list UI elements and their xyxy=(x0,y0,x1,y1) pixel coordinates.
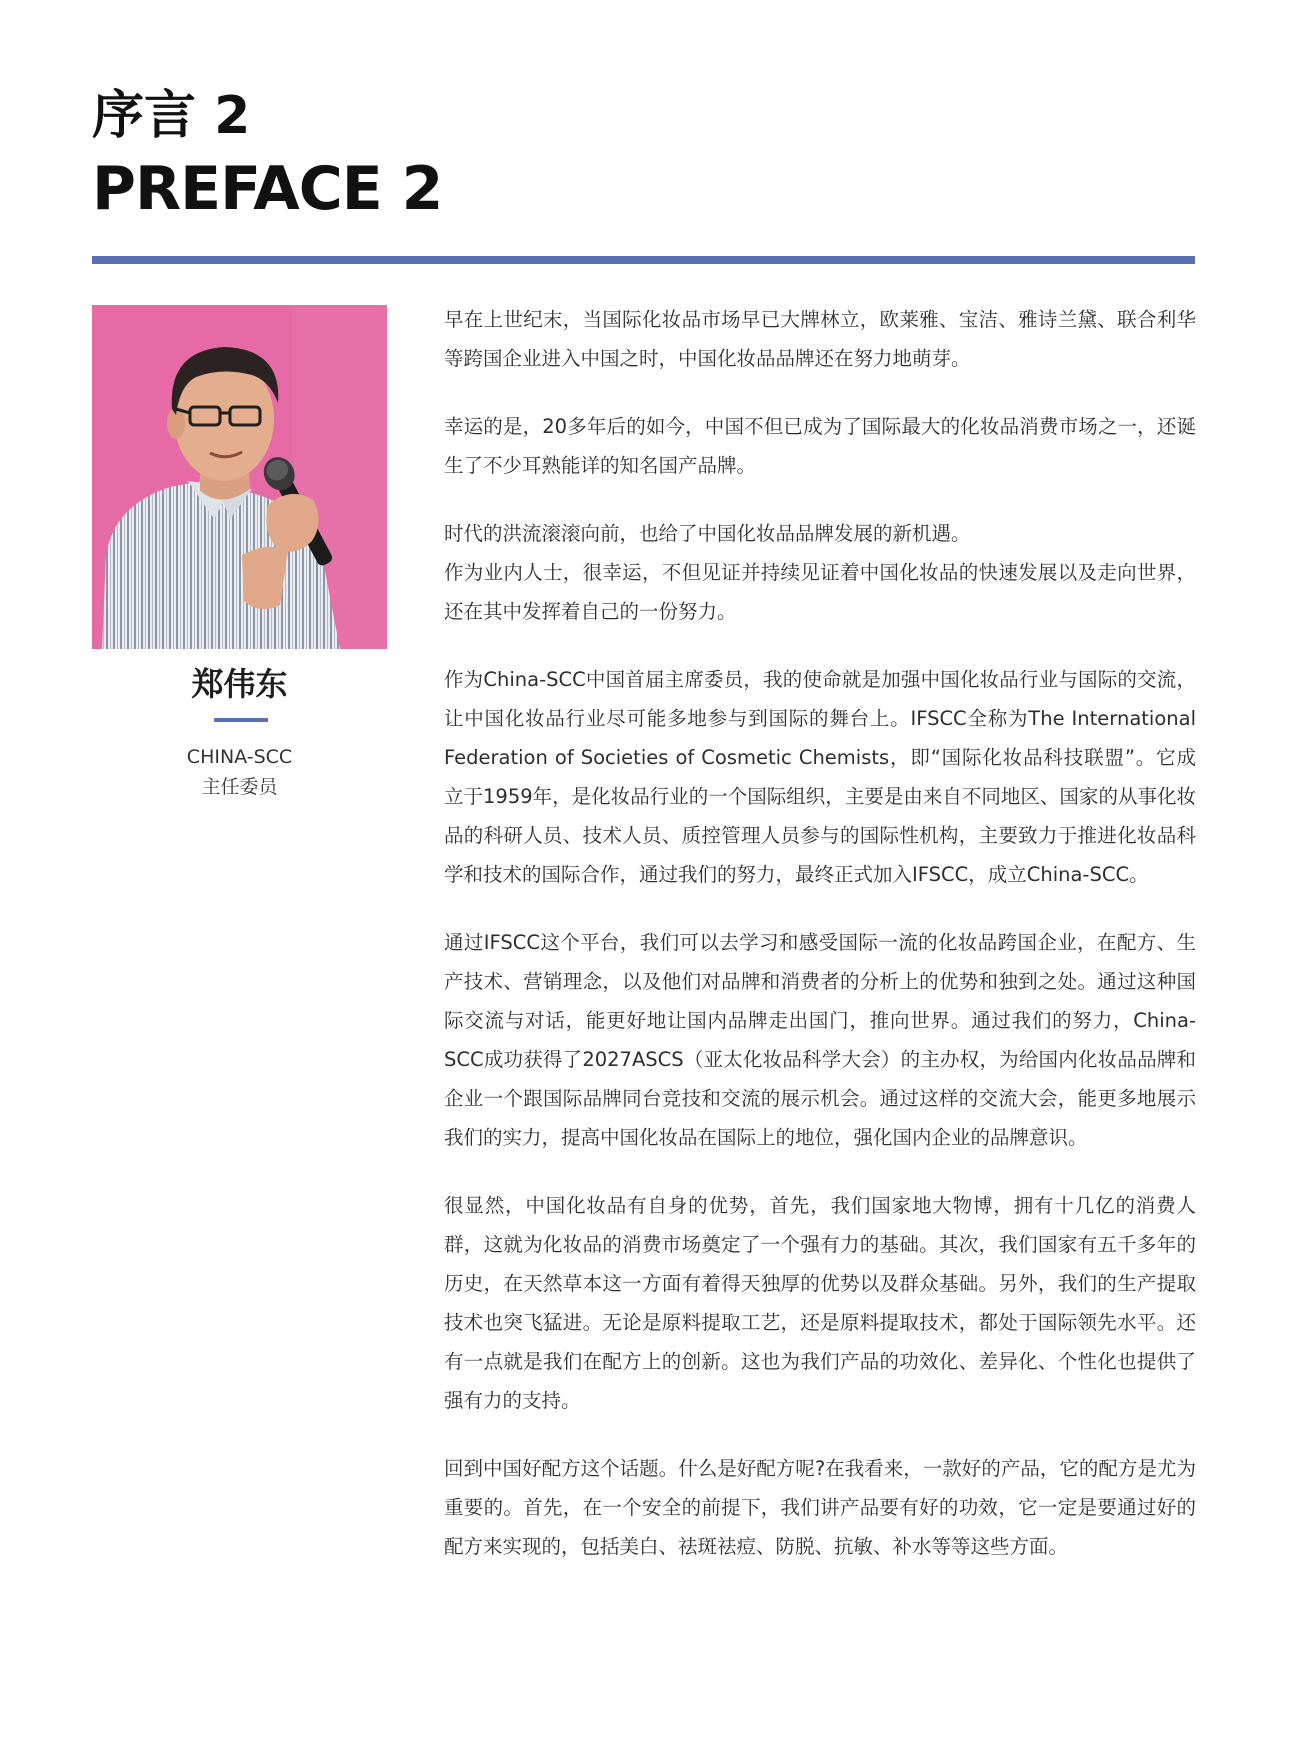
person-name: 郑伟东 xyxy=(191,665,288,703)
page-heading xyxy=(92,80,442,226)
paragraph: 幸运的是，20多年后的如今，中国不但已成为了国际最大的化妆品消费市场之一，还诞生了不少耳熟能详的知名国产品牌。 xyxy=(444,415,1196,477)
preface-body xyxy=(444,300,1196,1595)
paragraph: 很显然，中国化妆品有自身的优势，首先，我们国家地大物博，拥有十几亿的消费人群，这就为化妆品的消费市场奠定了一个强有力的基础。其次，我们国家有五千多年的历史，在天然草本这一方面有着得天独厚的优势以及群众基础。另外，我们的生产提取技术也突飞猛进。无论是原料提取工艺，还是原料提取技术，都处于国际领先水平。还有一点就是我们在配方上的创新。这也为我们产品的功效化、差异化、个性化也提供了强有力的支持。 xyxy=(444,1194,1196,1412)
paragraph: 回到中国好配方这个话题。什么是好配方呢?在我看来，一款好的产品，它的配方是尤为重要的。首先，在一个安全的前提下，我们讲产品要有好的功效，它一定是要通过好的配方来实现的，包括美白、祛斑祛痘、防脱、抗敏、补水等等这些方面。 xyxy=(444,1457,1196,1558)
portrait-illustration xyxy=(92,305,387,649)
paragraph: 作为业内人士，很幸运，不但见证并持续见证着中国化妆品的快速发展以及走向世界，还在其中发挥着自己的一份努力。 xyxy=(444,561,1196,623)
paragraph: 早在上世纪末，当国际化妆品市场早已大牌林立，欧莱雅、宝洁、雅诗兰黛、联合利华等跨国企业进入中国之时，中国化妆品品牌还在努力地萌芽。 xyxy=(444,308,1196,370)
portrait-photo xyxy=(92,305,387,649)
name-underline xyxy=(214,718,268,722)
person-title xyxy=(92,742,387,802)
person-role: 主任委员 xyxy=(201,776,278,798)
paragraph: 通过IFSCC这个平台，我们可以去学习和感受国际一流的化妆品跨国企业，在配方、生产技术、营销理念，以及他们对品牌和消费者的分析上的优势和独到之处。通过这种国际交流与对话，能更好地让国内品牌走出国门，推向世界。通过我们的努力，China-SCC成功获得了2027ASCS（亚太化妆品科学大会）的主办权，为给国内化妆品品牌和企业一个跟国际品牌同台竞技和交流的展示机会。通过这样的交流大会，能更多地展示我们的实力，提高中国化妆品在国际上的地位，强化国内企业的品牌意识。 xyxy=(444,931,1197,1149)
title-chinese: 序言 2 xyxy=(92,86,251,146)
person-organization: CHINA-SCC xyxy=(186,746,293,768)
paragraph: 作为China-SCC中国首届主席委员，我的使命就是加强中国化妆品行业与国际的交流，让中国化妆品行业尽可能多地参与到国际的舞台上。IFSCC全称为The International Federation of Societies of Cosmetic Chemists，即“国际化妆品科技联盟”。它成立于1959年，是化妆品行业的一个国际组织，主要是由来自不同地区、国家的从事化妆品的科研人员、技术人员、质控管理人员参与的国际性机构，主要致力于推进化妆品科学和技术的国际合作，通过我们的努力，最终正式加入IFSCC，成立China-SCC。 xyxy=(444,668,1196,886)
paragraph: 时代的洪流滚滚向前，也给了中国化妆品品牌发展的新机遇。 xyxy=(444,522,971,545)
title-english: PREFACE 2 xyxy=(92,154,443,224)
header-divider xyxy=(92,256,1195,264)
